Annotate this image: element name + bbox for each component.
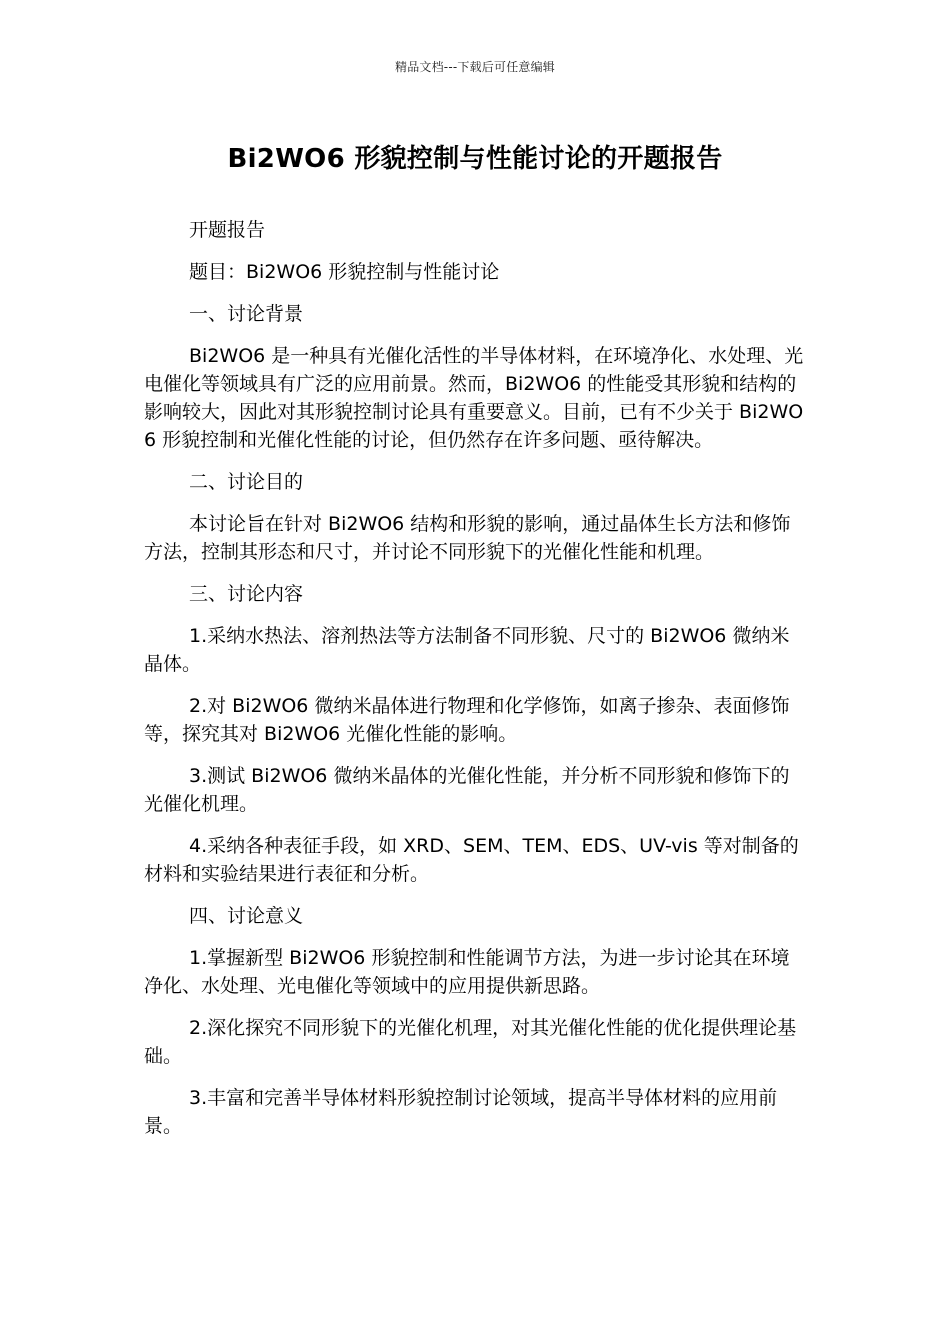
- section-heading-purpose: 二、讨论目的: [189, 471, 304, 493]
- background-paragraph: Bi2WO6 是一种具有光催化活性的半导体材料，在环境净化、水处理、光电催化等领域具有广泛的应用前景。然而，Bi2WO6 的性能受其形貌和结构的影响较大，因此对其形貌控制讨论具有重要意义。目前，已有不少关于 Bi2WO6 形貌控制和光催化性能的讨论，但仍然存在许多问题、亟待解决。: [144, 345, 804, 451]
- content-item-4: 4.采纳各种表征手段，如 XRD、SEM、TEM、EDS、UV-vis 等对制备的材料和实验结果进行表征和分析。: [144, 835, 799, 885]
- section-heading-background: 一、讨论背景: [189, 303, 304, 325]
- document-title: Bi2WO6 形貌控制与性能讨论的开题报告: [227, 144, 723, 174]
- document-body: [144, 216, 804, 1154]
- topic-line: 题目：Bi2WO6 形貌控制与性能讨论: [189, 261, 500, 283]
- significance-item-3: 3.丰富和完善半导体材料形貌控制讨论领域，提高半导体材料的应用前景。: [144, 1087, 778, 1137]
- header-note: 精品文档---下载后可任意编辑: [395, 60, 555, 74]
- significance-item-2: 2.深化探究不同形貌下的光催化机理，对其光催化性能的优化提供理论基础。: [144, 1017, 797, 1067]
- content-item-2: 2.对 Bi2WO6 微纳米晶体进行物理和化学修饰，如离子掺杂、表面修饰等，探究其对 Bi2WO6 光催化性能的影响。: [144, 695, 790, 745]
- report-label: 开题报告: [189, 219, 266, 241]
- significance-item-1: 1.掌握新型 Bi2WO6 形貌控制和性能调节方法，为进一步讨论其在环境净化、水处理、光电催化等领域中的应用提供新思路。: [144, 947, 790, 997]
- content-item-3: 3.测试 Bi2WO6 微纳米晶体的光催化性能，并分析不同形貌和修饰下的光催化机理。: [144, 765, 790, 815]
- section-heading-significance: 四、讨论意义: [189, 905, 304, 927]
- content-item-1: 1.采纳水热法、溶剂热法等方法制备不同形貌、尺寸的 Bi2WO6 微纳米晶体。: [144, 625, 790, 675]
- purpose-paragraph: 本讨论旨在针对 Bi2WO6 结构和形貌的影响，通过晶体生长方法和修饰方法，控制其形态和尺寸，并讨论不同形貌下的光催化性能和机理。: [144, 513, 791, 563]
- section-heading-content: 三、讨论内容: [189, 583, 304, 605]
